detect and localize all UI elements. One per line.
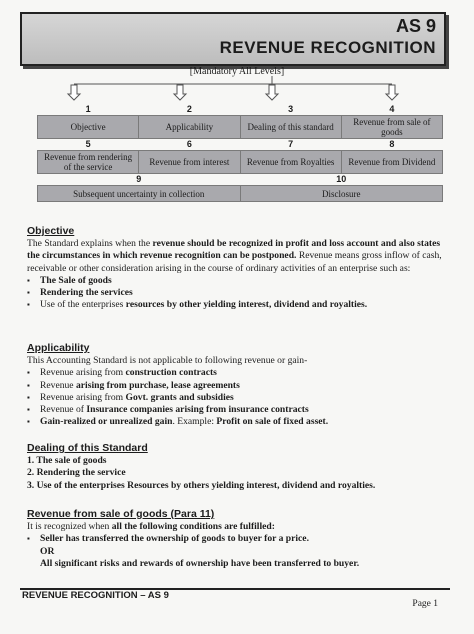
sale-intro: It is recognized when all the following conditions are fulfilled:	[27, 521, 275, 533]
topic-label: Revenue from sale of goods	[341, 116, 442, 139]
topic-number: 2	[186, 104, 192, 114]
topic-label: Subsequent uncertainty in collection	[38, 186, 241, 202]
topic-number: 10	[336, 174, 347, 184]
topic-number: 4	[389, 104, 395, 114]
arrow-down-icon	[266, 85, 278, 100]
applicability-section	[27, 342, 447, 428]
applicability-list	[27, 367, 447, 428]
mandatory-note: [Mandatory All Levels]	[189, 66, 285, 77]
or-label: OR	[40, 545, 55, 557]
sale-list	[27, 533, 447, 545]
tree-connector	[0, 76, 474, 106]
topic-label: Dealing of this standard	[240, 116, 341, 139]
list-item: 1. The sale of goods	[27, 455, 107, 467]
section-heading: Dealing of this Standard	[27, 442, 148, 454]
topic-label: Applicability	[139, 116, 240, 139]
topic-label: Revenue from rendering of the service	[38, 151, 139, 174]
section-heading: Revenue from sale of goods (Para 11)	[27, 508, 215, 520]
list-item: ▪ The Sale of goods	[27, 275, 447, 287]
objective-text: The Standard explains when the revenue should be recognized in profit and loss account and also states the circumstances in which revenue recognition can be postponed. Revenue means gross inflow of cash, receivable or other consideration arising in the course of ordinary activities of an enterprise such as:	[27, 238, 442, 274]
page-number: Page 1	[412, 599, 438, 609]
list-item: ▪ Seller has transferred the ownership of goods to buyer for a price.	[27, 533, 447, 545]
section-heading: Objective	[27, 225, 75, 237]
topic-label: Revenue from Royalties	[240, 151, 341, 174]
list-item: ▪ Use of the enterprises resources by other yielding interest, dividend and royalties.	[27, 299, 447, 311]
footer-title: REVENUE RECOGNITION – AS 9	[22, 590, 169, 601]
topic-number: 8	[389, 139, 395, 149]
topic-number: 5	[85, 139, 91, 149]
list-item: ▪ Revenue of Insurance companies arising from insurance contracts	[27, 404, 447, 416]
topic-number: 6	[186, 139, 192, 149]
topic-number: 3	[288, 104, 294, 114]
objective-list	[27, 275, 447, 312]
list-item: 3. Use of the enterprises Resources by others yielding interest, dividend and royalties.	[27, 479, 376, 491]
list-item: All significant risks and rewards of ownership have been transferred to buyer.	[40, 557, 360, 569]
arrow-down-icon	[68, 85, 80, 100]
list-item: ▪ Rendering the services	[27, 287, 447, 299]
topic-label: Revenue from Dividend	[341, 151, 442, 174]
topic-number: 9	[136, 174, 142, 184]
topics-grid	[37, 104, 443, 202]
applicability-intro: This Accounting Standard is not applicable to following revenue or gain-	[27, 355, 308, 367]
arrow-down-icon	[174, 85, 186, 100]
dealing-list	[27, 455, 447, 492]
topic-number: 1	[85, 104, 91, 114]
objective-section	[27, 225, 447, 311]
list-item: ▪ Revenue arising from purchase, lease agreements	[27, 380, 447, 392]
topic-label: Revenue from interest	[139, 151, 240, 174]
sale-section	[27, 508, 447, 570]
topic-label: Objective	[38, 116, 139, 139]
topic-number: 7	[288, 139, 294, 149]
topic-label: Disclosure	[240, 186, 443, 202]
title-banner	[20, 12, 446, 66]
list-item: ▪ Revenue arising from construction contracts	[27, 367, 447, 379]
list-item: ▪ Gain-realized or unrealized gain. Example: Profit on sale of fixed asset.	[27, 416, 447, 428]
dealing-section	[27, 442, 447, 492]
section-heading: Applicability	[27, 342, 90, 354]
list-item: ▪ Revenue arising from Govt. grants and subsidies	[27, 392, 447, 404]
standard-number: AS 9	[395, 16, 436, 36]
arrow-down-icon	[386, 85, 398, 100]
page-title: REVENUE RECOGNITION	[219, 38, 436, 57]
list-item: 2. Rendering the service	[27, 467, 126, 479]
